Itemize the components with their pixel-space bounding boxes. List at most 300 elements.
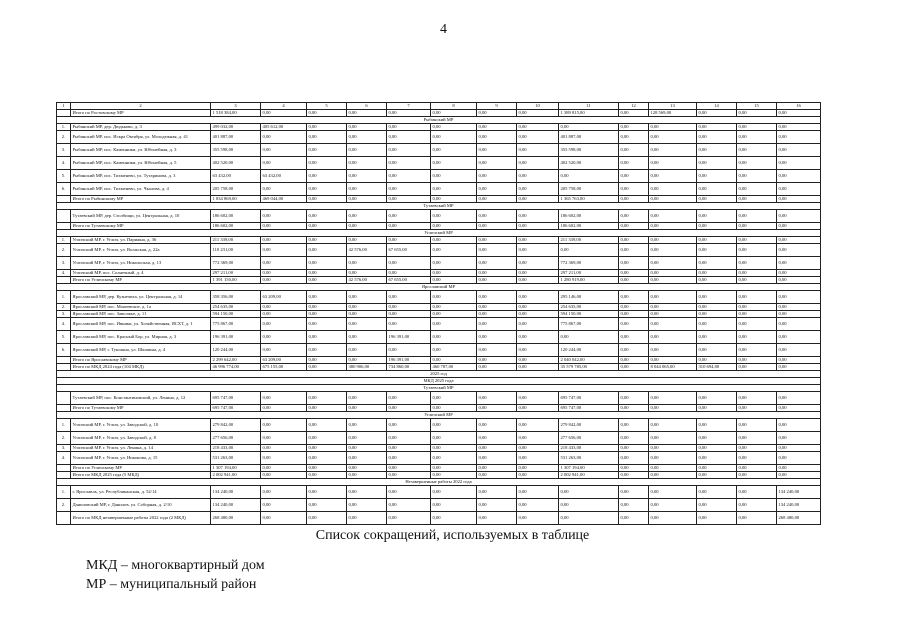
amount-cell: 0,00 [517, 405, 559, 412]
amount-cell: 0,00 [261, 183, 307, 196]
amount-cell: 0,00 [777, 237, 821, 244]
amount-cell: 0,00 [477, 472, 517, 479]
amount-cell: 63 209,00 [261, 291, 307, 304]
amount-cell: 0,00 [737, 392, 777, 405]
amount-cell: 0,00 [517, 170, 559, 183]
amount-cell: 186 602,00 [559, 210, 619, 223]
amount-cell: 0,00 [777, 465, 821, 472]
amount-cell: 218 433,00 [211, 445, 261, 452]
amount-cell: 0,00 [649, 331, 697, 344]
amount-cell: 0,00 [517, 210, 559, 223]
table-body [57, 103, 821, 525]
amount-cell: 0,00 [649, 196, 697, 203]
amount-cell: 0,00 [517, 144, 559, 157]
amount-cell: 0,00 [697, 124, 737, 131]
amount-cell: 0,00 [619, 392, 649, 405]
amount-cell: 0,00 [307, 196, 347, 203]
amount-cell: 380 906,00 [347, 364, 387, 371]
amount-cell: 0,00 [387, 311, 431, 318]
amount-cell: 0,00 [431, 196, 477, 203]
amount-cell: 0,00 [477, 244, 517, 257]
amount-cell: 0,00 [261, 445, 307, 452]
amount-cell: 0,00 [649, 499, 697, 512]
address-cell: Угличский МР, г. Углич, ул. Ленина, д. 14 [71, 445, 211, 452]
amount-cell: 0,00 [347, 405, 387, 412]
amount-cell: 0,00 [307, 210, 347, 223]
amount-cell: 0,00 [387, 445, 431, 452]
amount-cell: 0,00 [559, 486, 619, 499]
amount-cell: 775 867,00 [559, 318, 619, 331]
section-header-row [57, 378, 821, 385]
amount-cell: 0,00 [261, 311, 307, 318]
amount-cell: 0,00 [649, 244, 697, 257]
amount-cell: 0,00 [737, 270, 777, 277]
amount-cell: 0,00 [649, 210, 697, 223]
amount-cell: 0,00 [697, 357, 737, 364]
amount-cell: 0,00 [619, 472, 649, 479]
amount-cell: 0,00 [517, 445, 559, 452]
row-number: 1. [57, 291, 71, 304]
amount-cell: 0,00 [619, 364, 649, 371]
amount-cell: 0,00 [387, 392, 431, 405]
table-row [57, 445, 821, 452]
amount-cell: 0,00 [347, 512, 387, 525]
amount-cell: 0,00 [737, 452, 777, 465]
amount-cell: 1 280 919,00 [559, 277, 619, 284]
amount-cell: 205 758,00 [211, 183, 261, 196]
amount-cell: 0,00 [697, 223, 737, 230]
amount-cell: 0,00 [347, 183, 387, 196]
amount-cell: 0,00 [777, 452, 821, 465]
address-cell: Угличский МР, г. Углич, ул. Заводской, д. 10 [71, 419, 211, 432]
amount-cell: 0,00 [649, 131, 697, 144]
amount-cell: 0,00 [477, 512, 517, 525]
amount-cell: 0,00 [387, 465, 431, 472]
section-label: Тутаевский МР [57, 203, 821, 210]
amount-cell: 0,00 [619, 257, 649, 270]
amount-cell: 0,00 [347, 445, 387, 452]
amount-cell: 0,00 [261, 157, 307, 170]
row-number: 2. [57, 244, 71, 257]
amount-cell: 254 635,00 [559, 304, 619, 311]
amount-cell: 0,00 [261, 110, 307, 117]
amount-cell: 0,00 [387, 257, 431, 270]
amount-cell: 0,00 [737, 318, 777, 331]
row-number: 2. [57, 432, 71, 445]
amount-cell: 0,00 [347, 223, 387, 230]
amount-cell: 196 391,00 [211, 331, 261, 344]
amount-cell: 0,00 [347, 170, 387, 183]
amount-cell: 0,00 [477, 270, 517, 277]
address-cell: Угличский МР, г. Углич, ул. Волжская, д. 22а [71, 244, 211, 257]
amount-cell: 196 391,00 [387, 331, 431, 344]
amount-cell: 0,00 [517, 311, 559, 318]
amount-cell: 0,00 [649, 304, 697, 311]
address-cell: Тутаевский МР, пос. Константиновский, ул. Ленина, д. 12 [71, 392, 211, 405]
amount-cell: 0,00 [347, 304, 387, 311]
address-cell: Угличский МР, г. Углич, ул. Заводской, д. 8 [71, 432, 211, 445]
amount-cell: 0,00 [477, 445, 517, 452]
amount-cell: 0,00 [777, 392, 821, 405]
row-number: 1. [57, 486, 71, 499]
amount-cell: 0,00 [697, 318, 737, 331]
amount-cell: 0,00 [431, 472, 477, 479]
section-header-row [57, 284, 821, 291]
amount-cell: 0,00 [619, 318, 649, 331]
amount-cell: 0,00 [559, 170, 619, 183]
amount-cell: 0,00 [431, 465, 477, 472]
amount-cell: 0,00 [477, 223, 517, 230]
amount-cell: 0,00 [261, 318, 307, 331]
total-label: Итого по МКД незавершенные работы 2022 года (2 МКД) [71, 512, 211, 525]
amount-cell: 0,00 [649, 270, 697, 277]
amount-cell: 0,00 [477, 465, 517, 472]
amount-cell: 531 263,00 [559, 452, 619, 465]
amount-cell: 0,00 [477, 311, 517, 318]
amount-cell: 0,00 [517, 472, 559, 479]
row-number: 4. [57, 318, 71, 331]
amount-cell: 0,00 [737, 405, 777, 412]
column-number: 12 [619, 103, 649, 110]
amount-cell: 295 146,00 [559, 291, 619, 304]
amount-cell: 42 576,00 [347, 244, 387, 257]
amount-cell: 0,00 [737, 131, 777, 144]
amount-cell: 0,00 [307, 291, 347, 304]
column-number: 9 [477, 103, 517, 110]
amount-cell: 0,00 [347, 196, 387, 203]
total-label: Итого по Тутаевскому МР [71, 223, 211, 230]
amount-cell: 0,00 [517, 318, 559, 331]
column-number: 10 [517, 103, 559, 110]
amount-cell: 0,00 [261, 499, 307, 512]
table-row [57, 499, 821, 512]
section-label: Незавершенные работы 2022 года [57, 479, 821, 486]
amount-cell: 0,00 [347, 452, 387, 465]
amount-cell: 0,00 [737, 432, 777, 445]
section-label: 2025 год [57, 371, 821, 378]
amount-cell: 0,00 [697, 210, 737, 223]
amount-cell: 460 787,00 [431, 364, 477, 371]
amount-cell: 0,00 [307, 419, 347, 432]
amount-cell: 0,00 [261, 237, 307, 244]
amount-cell: 0,00 [697, 257, 737, 270]
row-number [57, 223, 71, 230]
amount-cell: 0,00 [477, 452, 517, 465]
table-row [57, 170, 821, 183]
amount-cell: 0,00 [261, 392, 307, 405]
section-label: Угличский МР [57, 412, 821, 419]
amount-cell: 0,00 [619, 110, 649, 117]
amount-cell: 0,00 [649, 344, 697, 357]
amount-cell: 2 040 042,00 [559, 357, 619, 364]
amount-cell: 0,00 [431, 445, 477, 452]
amount-cell: 0,00 [431, 223, 477, 230]
amount-cell: 0,00 [517, 291, 559, 304]
amount-cell: 0,00 [737, 344, 777, 357]
amount-cell: 0,00 [517, 270, 559, 277]
amount-cell: 772 369,00 [211, 257, 261, 270]
column-number: 15 [737, 103, 777, 110]
amount-cell: 128 569,00 [649, 110, 697, 117]
amount-cell: 0,00 [307, 270, 347, 277]
total-row [57, 223, 821, 230]
amount-cell: 0,00 [347, 210, 387, 223]
amount-cell: 0,00 [477, 357, 517, 364]
amount-cell: 0,00 [777, 196, 821, 203]
amount-cell: 0,00 [619, 131, 649, 144]
amount-cell: 0,00 [387, 183, 431, 196]
column-number: 6 [347, 103, 387, 110]
amount-cell: 0,00 [649, 512, 697, 525]
amount-cell: 0,00 [307, 237, 347, 244]
table-row [57, 291, 821, 304]
amount-cell: 0,00 [737, 331, 777, 344]
amount-cell: 355 598,00 [211, 144, 261, 157]
amount-cell: 499 032,00 [211, 124, 261, 131]
amount-cell: 0,00 [387, 405, 431, 412]
amount-cell: 0,00 [517, 131, 559, 144]
row-number [57, 196, 71, 203]
amount-cell: 0,00 [619, 170, 649, 183]
amount-cell: 0,00 [307, 472, 347, 479]
amount-cell: 268 480,00 [777, 512, 821, 525]
abbreviations-title: Список сокращений, используемых в таблице [315, 528, 590, 543]
row-number: 2. [57, 131, 71, 144]
amount-cell: 0,00 [307, 452, 347, 465]
amount-cell: 277 656,00 [559, 432, 619, 445]
amount-cell: 0,00 [477, 405, 517, 412]
total-row [57, 196, 821, 203]
amount-cell: 0,00 [347, 499, 387, 512]
total-row [57, 277, 821, 284]
amount-cell: 0,00 [737, 210, 777, 223]
row-number [57, 110, 71, 117]
amount-cell: 0,00 [307, 318, 347, 331]
row-number: 4. [57, 270, 71, 277]
table-row [57, 131, 821, 144]
amount-cell: 594 150,00 [211, 311, 261, 318]
amount-cell: 0,00 [477, 170, 517, 183]
amount-cell: 0,00 [619, 270, 649, 277]
amount-cell: 0,00 [477, 499, 517, 512]
amount-cell: 0,00 [777, 331, 821, 344]
amount-cell: 0,00 [737, 157, 777, 170]
amount-cell: 0,00 [347, 157, 387, 170]
amount-cell: 0,00 [517, 419, 559, 432]
amount-cell: 0,00 [777, 304, 821, 311]
amount-cell: 0,00 [347, 270, 387, 277]
amount-cell: 0,00 [697, 465, 737, 472]
row-number [57, 364, 71, 371]
amount-cell: 0,00 [777, 291, 821, 304]
amount-cell: 0,00 [697, 472, 737, 479]
amount-cell: 675 155,00 [261, 364, 307, 371]
amount-cell: 0,00 [347, 472, 387, 479]
amount-cell: 0,00 [261, 419, 307, 432]
amount-cell: 0,00 [261, 223, 307, 230]
amount-cell: 0,00 [697, 486, 737, 499]
amount-cell: 63 432,00 [211, 170, 261, 183]
amount-cell: 0,00 [649, 183, 697, 196]
amount-cell: 0,00 [307, 512, 347, 525]
amount-cell: 0,00 [431, 452, 477, 465]
amount-cell: 0,00 [697, 131, 737, 144]
amount-cell: 0,00 [387, 131, 431, 144]
amount-cell: 695 747,00 [559, 405, 619, 412]
address-cell: Ярославский МР, пос. Заволжье, д. 11 [71, 311, 211, 318]
amount-cell: 531 263,00 [211, 452, 261, 465]
amount-cell: 0,00 [697, 311, 737, 318]
amount-cell: 0,00 [307, 445, 347, 452]
table-row [57, 210, 821, 223]
row-number: 4. [57, 452, 71, 465]
amount-cell: 0,00 [387, 344, 431, 357]
column-number: 13 [649, 103, 697, 110]
amount-cell: 0,00 [261, 210, 307, 223]
amount-cell: 0,00 [307, 486, 347, 499]
repair-costs-table [56, 102, 821, 525]
amount-cell: 186 602,00 [211, 210, 261, 223]
amount-cell: 0,00 [737, 357, 777, 364]
amount-cell: 0,00 [477, 124, 517, 131]
table-row [57, 124, 821, 131]
address-cell: Рыбинский МР, пос. Тихменево, ул. Чкалова, д. 4 [71, 183, 211, 196]
section-header-row [57, 479, 821, 486]
amount-cell: 0,00 [347, 291, 387, 304]
amount-cell: 0,00 [431, 344, 477, 357]
amount-cell: 0,00 [777, 223, 821, 230]
amount-cell: 0,00 [737, 124, 777, 131]
amount-cell: 0,00 [477, 364, 517, 371]
total-label: Итого по Ростовскому МР [71, 110, 211, 117]
amount-cell: 0,00 [307, 277, 347, 284]
amount-cell: 2 299 642,00 [211, 357, 261, 364]
amount-cell: 0,00 [737, 512, 777, 525]
amount-cell: 0,00 [307, 344, 347, 357]
amount-cell: 0,00 [697, 170, 737, 183]
amount-cell: 0,00 [517, 465, 559, 472]
amount-cell: 0,00 [737, 445, 777, 452]
amount-cell: 0,00 [387, 110, 431, 117]
amount-cell: 0,00 [477, 291, 517, 304]
amount-cell: 0,00 [387, 419, 431, 432]
amount-cell: 0,00 [307, 304, 347, 311]
amount-cell: 0,00 [431, 512, 477, 525]
amount-cell: 0,00 [619, 277, 649, 284]
amount-cell: 134 240,00 [777, 486, 821, 499]
amount-cell: 0,00 [431, 170, 477, 183]
row-number [57, 277, 71, 284]
amount-cell: 0,00 [387, 472, 431, 479]
amount-cell: 0,00 [649, 144, 697, 157]
amount-cell: 0,00 [261, 432, 307, 445]
amount-cell: 2 002 941,00 [211, 472, 261, 479]
amount-cell: 0,00 [431, 244, 477, 257]
amount-cell: 0,00 [737, 304, 777, 311]
amount-cell: 0,00 [431, 144, 477, 157]
amount-cell: 0,00 [261, 465, 307, 472]
amount-cell: 0,00 [387, 499, 431, 512]
amount-cell: 0,00 [649, 318, 697, 331]
total-row [57, 512, 821, 525]
amount-cell: 358 356,00 [211, 291, 261, 304]
amount-cell: 0,00 [261, 331, 307, 344]
amount-cell: 8 044 065,00 [649, 364, 697, 371]
amount-cell: 0,00 [737, 110, 777, 117]
amount-cell: 120 244,00 [559, 344, 619, 357]
amount-cell: 0,00 [649, 291, 697, 304]
column-number: 14 [697, 103, 737, 110]
amount-cell: 0,00 [307, 244, 347, 257]
amount-cell: 0,00 [777, 257, 821, 270]
amount-cell: 0,00 [649, 432, 697, 445]
amount-cell: 0,00 [347, 465, 387, 472]
total-label: Итого по Угличскому МР [71, 465, 211, 472]
amount-cell: 0,00 [737, 244, 777, 257]
amount-cell: 0,00 [431, 291, 477, 304]
amount-cell: 0,00 [517, 244, 559, 257]
total-label: Итого по Рыбинскому МР [71, 196, 211, 203]
amount-cell: 0,00 [649, 157, 697, 170]
section-label: МКД 2025 года [57, 378, 821, 385]
amount-cell: 0,00 [649, 357, 697, 364]
amount-cell: 0,00 [477, 432, 517, 445]
amount-cell: 0,00 [431, 432, 477, 445]
amount-cell: 0,00 [261, 304, 307, 311]
amount-cell: 1 307 194,00 [559, 465, 619, 472]
amount-cell: 0,00 [307, 311, 347, 318]
amount-cell: 0,00 [307, 124, 347, 131]
amount-cell: 772 369,00 [559, 257, 619, 270]
amount-cell: 0,00 [777, 170, 821, 183]
amount-cell: 0,00 [387, 304, 431, 311]
column-number: 16 [777, 103, 821, 110]
amount-cell: 0,00 [431, 270, 477, 277]
amount-cell: 297 211,00 [559, 270, 619, 277]
amount-cell: 0,00 [347, 419, 387, 432]
amount-cell: 0,00 [697, 110, 737, 117]
amount-cell: 1 391 150,00 [211, 277, 261, 284]
table-row [57, 452, 821, 465]
amount-cell: 0,00 [347, 131, 387, 144]
amount-cell: 0,00 [777, 110, 821, 117]
total-row [57, 472, 821, 479]
section-label: Тутаевский МР [57, 385, 821, 392]
row-number [57, 392, 71, 405]
amount-cell: 0,00 [649, 277, 697, 284]
amount-cell: 0,00 [307, 157, 347, 170]
table-row [57, 270, 821, 277]
amount-cell: 0,00 [697, 445, 737, 452]
amount-cell: 0,00 [619, 237, 649, 244]
row-number: 3. [57, 445, 71, 452]
amount-cell: 0,00 [777, 244, 821, 257]
total-label: Итого по Ярославскому МР [71, 357, 211, 364]
amount-cell: 0,00 [777, 210, 821, 223]
amount-cell: 0,00 [619, 223, 649, 230]
amount-cell: 0,00 [307, 131, 347, 144]
amount-cell: 0,00 [777, 311, 821, 318]
amount-cell: 67 655,00 [387, 277, 431, 284]
amount-cell: 0,00 [649, 223, 697, 230]
amount-cell: 0,00 [431, 304, 477, 311]
amount-cell: 0,00 [697, 196, 737, 203]
amount-cell: 0,00 [737, 183, 777, 196]
address-cell: Угличский МР, г. Углич, ул. Парижна, д. 36 [71, 237, 211, 244]
amount-cell: 0,00 [347, 311, 387, 318]
amount-cell: 186 602,00 [559, 223, 619, 230]
amount-cell: 355 598,00 [559, 144, 619, 157]
